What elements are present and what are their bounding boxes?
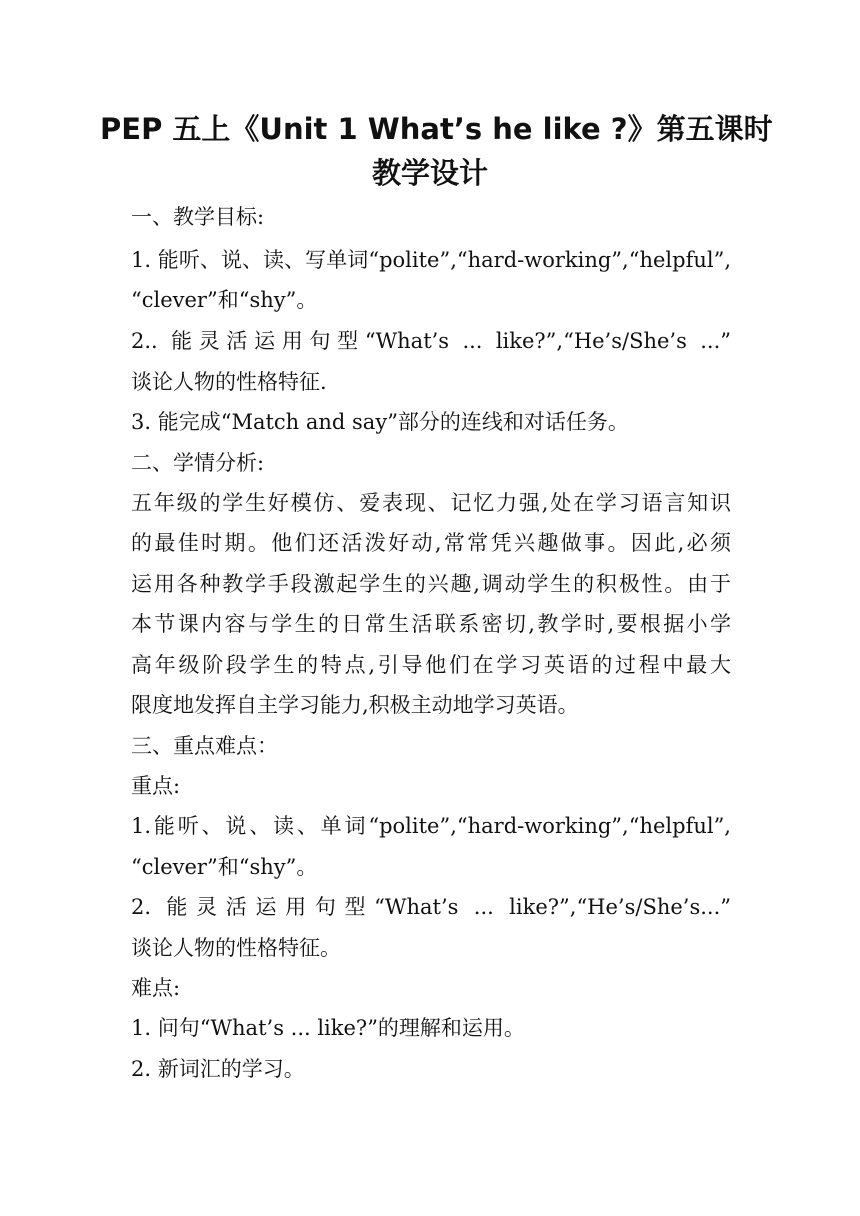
- difficulty-2: 2. 新词汇的学习。: [131, 1057, 305, 1081]
- section-heading-key-points: 三、重点难点：: [131, 734, 278, 758]
- difficulty-1: 1. 问句“What’s ... like?”的理解和运用。: [131, 1016, 525, 1040]
- subheading-key-points: 重点:: [131, 774, 181, 798]
- objective-1-line-2: “clever”和“shy”。: [131, 288, 318, 312]
- key-point-1-line-1: 1.能听、说、读、单词“polite”,“hard-working”,“helpful”,: [131, 814, 731, 838]
- objective-2-line-2: 谈论人物的性格特征.: [131, 370, 327, 394]
- analysis-line-3: 运用各种教学手段激起学生的兴趣,调动学生的积极性。由于: [131, 572, 731, 596]
- analysis-line-1: 五年级的学生好模仿、爱表现、记忆力强,处在学习语言知识: [131, 491, 731, 515]
- document-title-line-2: 教学设计: [371, 156, 488, 190]
- subheading-difficulties: 难点:: [131, 976, 181, 1000]
- key-point-2-line-2: 谈论人物的性格特征。: [131, 936, 341, 960]
- section-heading-objectives: 一、教学目标:: [131, 205, 265, 229]
- key-point-1-line-2: “clever”和“shy”。: [131, 855, 318, 879]
- section-heading-analysis: 二、学情分析:: [131, 451, 265, 475]
- objective-2-line-1: 2.. 能灵活运用句型“What’s ... like?”,“He’s/She’s ...”: [131, 329, 731, 353]
- analysis-line-5: 高年级阶段学生的特点,引导他们在学习英语的过程中最大: [131, 653, 731, 677]
- objective-1-line-1: 1. 能听、说、读、写单词“polite”,“hard-working”,“helpful”,: [131, 248, 731, 272]
- key-point-2-line-1: 2. 能灵活运用句型“What’s ... like?”,“He’s/She’s...”: [131, 895, 731, 919]
- objective-3: 3. 能完成“Match and say”部分的连线和对话任务。: [131, 410, 629, 434]
- analysis-line-6: 限度地发挥自主学习能力,积极主动地学习英语。: [131, 693, 579, 717]
- analysis-line-2: 的最佳时期。他们还活泼好动,常常凭兴趣做事。因此,必须: [131, 531, 731, 555]
- document-title-line-1: PEP 五上《Unit 1 What’s he like ?》第五课时: [100, 112, 773, 146]
- analysis-line-4: 本节课内容与学生的日常生活联系密切,教学时,要根据小学: [131, 612, 731, 636]
